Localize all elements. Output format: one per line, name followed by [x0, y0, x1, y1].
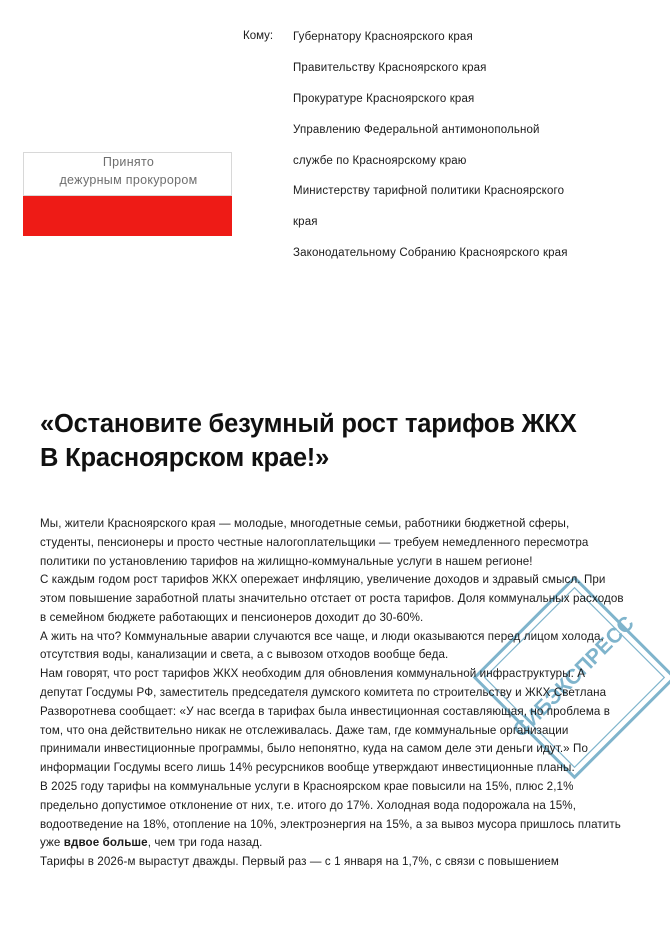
addressee-row: [293, 246, 643, 260]
paragraph: Мы, жители Красноярского края — молодые, многодетные семьи, работники бюджетной сферы, студенты, пенсионеры и просто честные налогоплательщики — требуем немедленного пересмотра политики по установлению тарифов на жилищно-коммунальные услуги в нашем регионе!: [40, 517, 589, 568]
addressee-recipient: Управлению Федеральной антимонопольной: [293, 123, 540, 136]
stamp-line-accepted: Принято: [102, 155, 155, 169]
stamp-line-officer: дежурным прокурором: [59, 173, 198, 187]
addressee-recipient: края: [293, 216, 318, 229]
paragraph: Нам говорят, что рост тарифов ЖКХ необходим для обновления коммунальной инфраструктуры. А депутат Госдумы РФ, заместитель председателя думского комитета по строительству и ЖКХ Светлана Разворотнева сообщает: «У нас всегда в тарифах была инвестиционная составляющая, но проблема в том, что она действительно никак не отслеживалась. Даже там, где коммунальные организации принимали инвестиционные программы, было непонятно, куда на самом деле эти деньги идут.» По информации Госдумы всего лишь 14% ресурсников вообще утверждают инвестиционные планы.: [40, 667, 611, 775]
stamp-text-box: [23, 152, 232, 196]
addressee-row: [293, 123, 643, 137]
paragraph: [40, 778, 625, 853]
addressee-row: [293, 215, 643, 229]
addressee-recipient: Министерству тарифной политики Красноярского: [293, 185, 565, 198]
addressee-row: [243, 30, 643, 44]
addressee-row: [293, 92, 643, 106]
prosecutor-acceptance-stamp: [23, 152, 232, 236]
paragraph: А жить на что? Коммунальные аварии случаются все чаще, и люди оказываются перед лицом холода, отсутствия воды, канализации и света, а с вывозом отходов вообще беда.: [40, 629, 604, 662]
addressee-row: [293, 154, 643, 168]
addressee-block: [243, 30, 643, 277]
svg-text:СИБЭКСПРЕСС: СИБЭКСПРЕСС: [508, 611, 639, 742]
paragraph-text-bold: вдвое больше: [63, 836, 148, 850]
paragraph-text-pre: В 2025 году тарифы на коммунальные услуги в Красноярском крае повысили на 15%, плюс 2,1% предельно допустимое отклонение от них, т.е. итого до 17%. Холодная вода подорожала на 15%, водоотведение на 18%, отопление на 10%, электроэнергия на 15%, а за вывоз мусора пришлось платить уже: [40, 779, 621, 850]
addressee-label: Кому:: [243, 30, 274, 42]
paragraph-text-post: , чем три года назад.: [147, 836, 263, 850]
addressee-recipient: Губернатору Красноярского края: [293, 31, 473, 43]
document-body: [40, 515, 625, 872]
addressee-recipient: Правительству Красноярского края: [293, 61, 487, 74]
addressee-row: [293, 61, 643, 75]
addressee-recipient: службе по Красноярскому краю: [293, 154, 467, 167]
paragraph: Тарифы в 2026-м вырастут дважды. Первый раз — с 1 января на 1,7%, с связи с повышением: [40, 855, 559, 869]
addressee-recipient: Прокуратуре Красноярского края: [293, 92, 475, 105]
page-title: «Остановите безумный рост тарифов ЖКХ В Красноярском крае!»: [40, 410, 577, 472]
addressee-row: [293, 184, 643, 198]
addressee-recipient: Законодательному Собранию Красноярского края: [293, 247, 568, 260]
stamp-red-bar: [23, 196, 232, 236]
paragraph: С каждым годом рост тарифов ЖКХ опережает инфляцию, увеличение доходов и здравый смысл. При этом повышение заработной платы значительно отстает от роста тарифов. Доля коммунальных расходов в семейном бюджете работающих и пенсионеров доходит до 30-60%.: [40, 573, 624, 624]
